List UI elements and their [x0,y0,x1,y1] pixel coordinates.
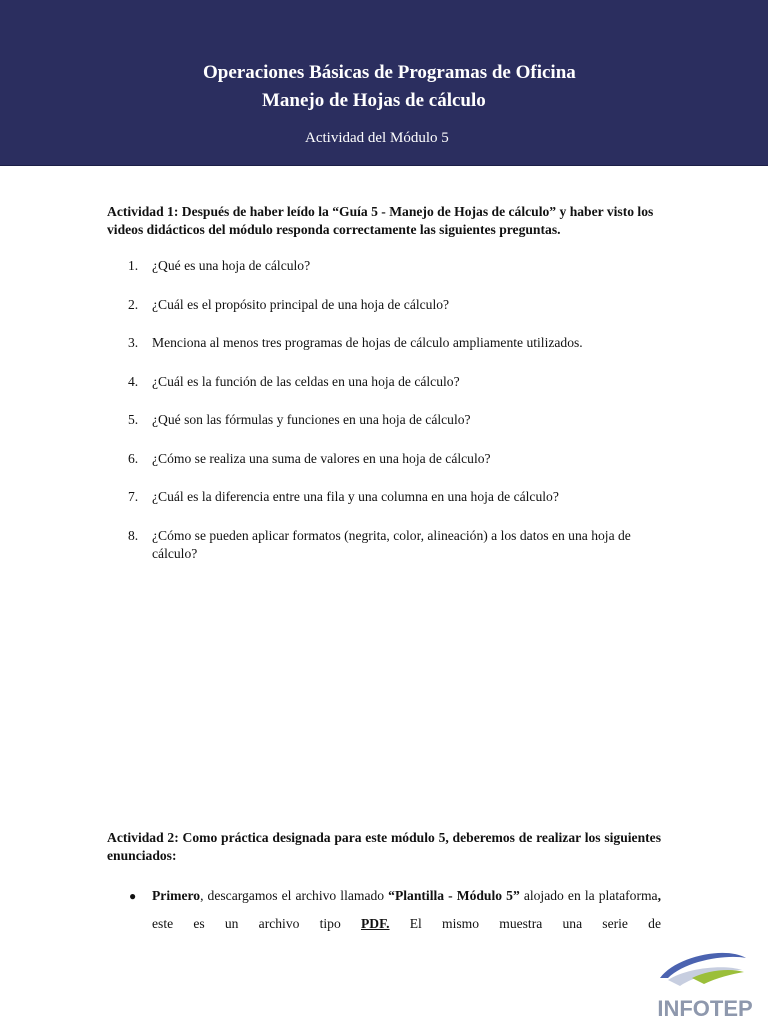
list-number: 8. [128,527,139,543]
bullet-bold-comma: , [657,888,661,903]
list-item [107,373,661,391]
list-item [107,450,661,468]
list-number: 4. [128,373,139,389]
question-text: ¿Cómo se pueden aplicar formatos (negrita, color, alineación) a los datos en una hoja de cálculo? [152,527,631,561]
bullet-text-1: , descargamos el archivo llamado [200,888,389,903]
list-number: 6. [128,450,139,466]
list-number: 2. [128,296,139,312]
question-text: ¿Cuál es la función de las celdas en una hoja de cálculo? [152,373,460,389]
bullet-text-2: alojado en la plataforma [519,888,658,903]
bullet-item [107,882,661,938]
list-number: 7. [128,489,139,504]
bullet-underlined-pdf: PDF. [360,916,390,931]
logo-text: INFOTEP [657,996,753,1020]
bullet-text-4: El mismo muestra una serie de [389,916,661,931]
list-item [107,334,661,352]
activity-2-intro: Actividad 2: Como práctica designada para este módulo 5, deberemos de realizar los siguientes enunciados: [107,830,661,863]
question-text: ¿Cómo se realiza una suma de valores en una hoja de cálculo? [152,450,491,466]
list-item [107,411,661,429]
bullet-dot-icon: ● [129,889,137,903]
question-list [107,257,661,563]
question-text: ¿Qué es una hoja de cálculo? [152,258,311,273]
document-title: Operaciones Básicas de Programas de Oficina [203,62,576,83]
bullet-bold-first: Primero [152,888,201,903]
list-item [107,296,661,314]
document-subtitle: Actividad del Módulo 5 [305,130,449,146]
list-item [107,527,661,563]
list-number: 3. [128,335,139,350]
activity-2-section [107,829,661,938]
question-text: Menciona al menos tres programas de hojas de cálculo ampliamente utilizados. [152,335,583,350]
bullet-text-3: este es un archivo tipo [152,916,361,931]
question-text: ¿Cuál es la diferencia entre una fila y una columna en una hoja de cálculo? [152,489,559,504]
infotep-logo [646,948,764,1020]
document-subject: Manejo de Hojas de cálculo [262,90,486,111]
bullet-bold-template: “Plantilla - Módulo 5” [388,888,520,903]
logo-swoosh-icon [660,953,746,986]
list-item [107,257,661,275]
list-number: 1. [128,258,139,273]
activity-1-intro: Actividad 1: Después de haber leído la “Guía 5 - Manejo de Hojas de cálculo” y haber visto los videos didácticos del módulo responda correctamente las siguientes preguntas. [107,204,654,237]
activity-1-section [107,203,661,583]
list-number: 5. [128,412,139,427]
question-text: ¿Cuál es el propósito principal de una hoja de cálculo? [152,296,450,312]
question-text: ¿Qué son las fórmulas y funciones en una hoja de cálculo? [152,412,471,427]
list-item [107,488,661,506]
document-header [0,0,768,166]
